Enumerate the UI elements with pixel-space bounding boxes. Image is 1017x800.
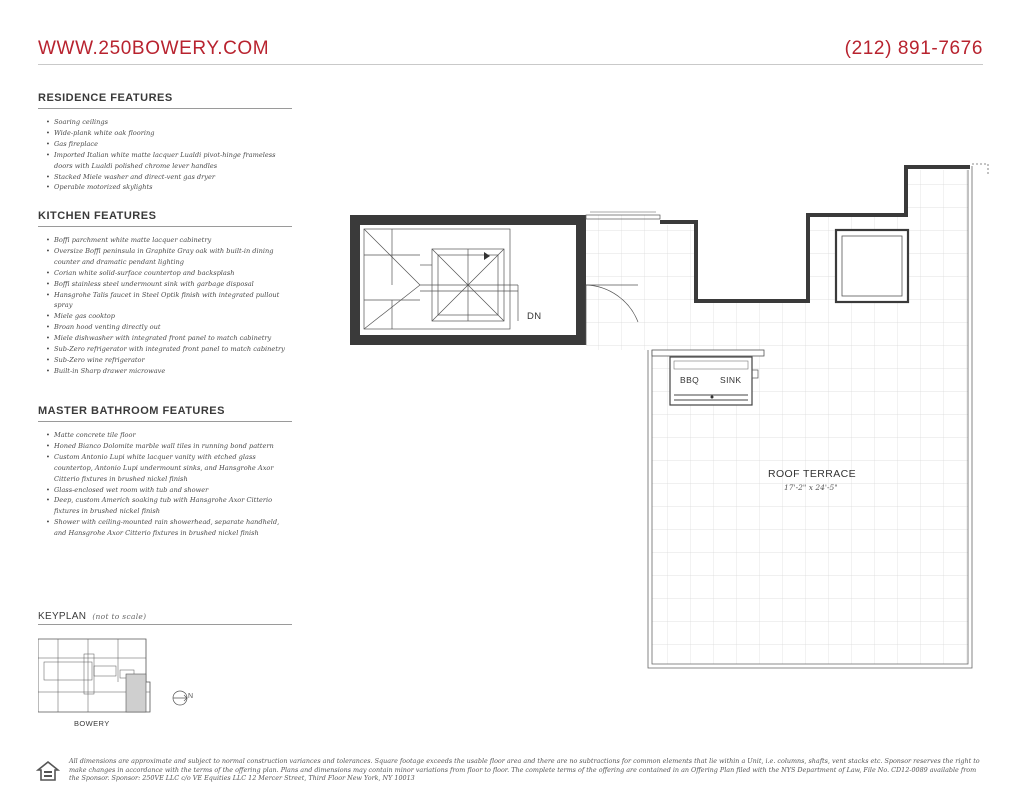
room-name-roof-terrace: ROOF TERRACE <box>768 468 857 480</box>
stair-treads <box>364 229 518 329</box>
sink-label: SINK <box>720 375 742 385</box>
feature-list-item: • Deep, custom Americh soaking tub with Hansgrohe Axor Citterio fixtures in brushed nickel finish <box>46 495 292 517</box>
phone-number[interactable]: (212) 891-7676 <box>844 38 983 59</box>
feature-list-item: • Stacked Miele washer and direct-vent gas dryer <box>46 172 292 183</box>
equal-housing-opportunity-icon <box>36 760 60 782</box>
residence-features-title: RESIDENCE FEATURES <box>38 92 292 109</box>
feature-list-item: • Sub-Zero refrigerator with integrated front panel to match cabinetry <box>46 344 292 355</box>
skylight-icon <box>836 230 908 302</box>
legal-disclaimer: All dimensions are approximate and subject to normal construction variances and tolerances. Square footage exceeds the usable floor area and there are no subtractions for common elements that lie within a Unit, i.e. columns, shafts, vent stacks etc. Sponsor reserves the right to make changes in accordance with the terms of the offering plan. Plans and dimensions may contain minor variations from floor to floor. The complete terms of the offering are contained in an Offering Plan filed with the NYS Department of Law, File No. CD12-0089 available from the Sponsor. Sponsor: 250VE LLC c/o VE Equities LLC 12 Mercer Street, Third Floor New York, NY 10013 <box>69 757 980 783</box>
bathroom-features-title: MASTER BATHROOM FEATURES <box>38 405 292 422</box>
feature-list-item: • Imported Italian white matte lacquer Lualdi pivot-hinge frameless doors with Lualdi polished chrome lever handles <box>46 150 292 172</box>
feature-list-item: • Glass-enclosed wet room with tub and shower <box>46 485 292 496</box>
feature-list-item: • Miele gas cooktop <box>46 311 292 322</box>
feature-list-item: • Operable motorized skylights <box>46 182 292 193</box>
feature-list-item: • Built-in Sharp drawer microwave <box>46 366 292 377</box>
feature-list-item: • Shower with ceiling-mounted rain showerhead, separate handheld, and Hansgrohe Axor Citterio fixtures in brushed nickel finish <box>46 517 292 539</box>
terrace-floor-upper <box>586 170 968 350</box>
compass-north-label: N <box>188 693 194 700</box>
stair-down-label: DN <box>527 311 542 322</box>
feature-list-item: • Honed Bianco Dolomite marble wall tiles in running bond pattern <box>46 441 292 452</box>
keyplan-street-label: BOWERY <box>74 719 110 728</box>
feature-list-item: • Corian white solid-surface countertop and backsplash <box>46 268 292 279</box>
feature-list-item: • Miele dishwasher with integrated front panel to match cabinetry <box>46 333 292 344</box>
feature-list-item: • Soaring ceilings <box>46 117 292 128</box>
feature-list-item: • Custom Antonio Lupi white lacquer vanity with etched glass countertop, Antonio Lupi undermount sinks, and Hansgrohe Axor Citterio fixtures in brushed nickel finish <box>46 452 292 485</box>
website-url[interactable]: WWW.250BOWERY.COM <box>38 38 270 59</box>
feature-list-item: • Matte concrete tile floor <box>46 430 292 441</box>
feature-list-item: • Broan hood venting directly out <box>46 322 292 333</box>
feature-list-item: • Boffi parchment white matte lacquer cabinetry <box>46 235 292 246</box>
feature-list-item: • Oversize Boffi peninsula in Graphite Gray oak with built-in dining counter and dramatic pendant lighting <box>46 246 292 268</box>
stair-direction-arrow-icon <box>484 252 490 260</box>
feature-list-item: • Wide-plank white oak flooring <box>46 128 292 139</box>
feature-list-item: • Gas fireplace <box>46 139 292 150</box>
bbq-label: BBQ <box>680 375 700 385</box>
kitchen-features-title: KITCHEN FEATURES <box>38 210 292 227</box>
feature-list-item: • Hansgrohe Talis faucet in Steel Optik finish with integrated pullout spray <box>46 290 292 312</box>
room-dimensions: 17'-2" x 24'-5" <box>784 483 838 492</box>
feature-list-item: • Sub-Zero wine refrigerator <box>46 355 292 366</box>
keyplan-note: (not to scale) <box>92 612 147 621</box>
feature-list-item: • Boffi stainless steel undermount sink with garbage disposal <box>46 279 292 290</box>
keyplan-title: KEYPLAN <box>38 611 87 622</box>
